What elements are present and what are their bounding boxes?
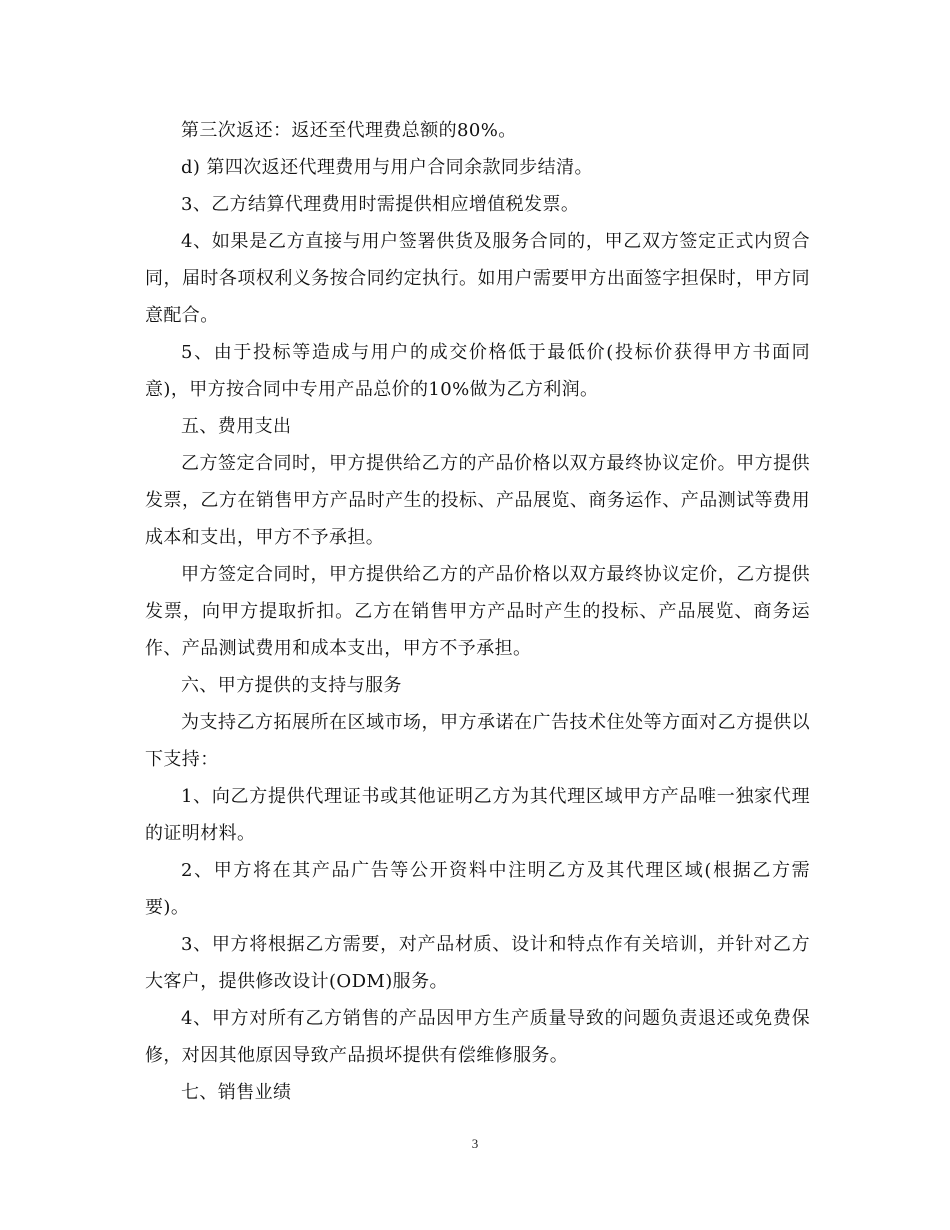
paragraph-support-2: 2、甲方将在其产品广告等公开资料中注明乙方及其代理区域(根据乙方需要)。 bbox=[145, 860, 810, 918]
paragraph-support-1: 1、向乙方提供代理证书或其他证明乙方为其代理区域甲方产品唯一独家代理的证明材料。 bbox=[145, 786, 810, 844]
paragraph-support-4: 4、甲方对所有乙方销售的产品因甲方生产质量导致的问题负责退还或免费保修，对因其他原因导致产品损坏提供有偿维修服务。 bbox=[145, 1008, 810, 1066]
paragraph-clause-5: 5、由于投标等造成与用户的成交价格低于最低价(投标价获得甲方书面同意)，甲方按合同中专用产品总价的10%做为乙方利润。 bbox=[145, 342, 810, 400]
paragraph-support-intro: 为支持乙方拓展所在区域市场，甲方承诺在广告技术住处等方面对乙方提供以下支持： bbox=[145, 712, 810, 770]
paragraph-clause-4: 4、如果是乙方直接与用户签署供货及服务合同的，甲乙双方签定正式内贸合同，届时各项权利义务按合同约定执行。如用户需要甲方出面签字担保时，甲方同意配合。 bbox=[145, 231, 810, 326]
paragraph-expenses-party-b: 乙方签定合同时，甲方提供给乙方的产品价格以双方最终协议定价。甲方提供发票，乙方在销售甲方产品时产生的投标、产品展览、商务运作、产品测试等费用成本和支出，甲方不予承担。 bbox=[145, 453, 810, 548]
section-heading-expenses: 五、费用支出 bbox=[181, 416, 292, 437]
paragraph-third-refund: 第三次返还：返还至代理费总额的80%。 bbox=[181, 120, 517, 141]
section-heading-sales: 七、销售业绩 bbox=[181, 1082, 292, 1103]
document-body bbox=[145, 112, 810, 1111]
paragraph-support-3: 3、甲方将根据乙方需要，对产品材质、设计和特点作有关培训，并针对乙方大客户，提供修改设计(ODM)服务。 bbox=[145, 934, 810, 992]
section-heading-support: 六、甲方提供的支持与服务 bbox=[181, 675, 402, 696]
paragraph-fourth-refund: d) 第四次返还代理费用与用户合同余款同步结清。 bbox=[181, 157, 593, 178]
paragraph-clause-3: 3、乙方结算代理费用时需提供相应增值税发票。 bbox=[181, 194, 580, 215]
paragraph-expenses-party-a: 甲方签定合同时，甲方提供给乙方的产品价格以双方最终协议定价，乙方提供发票，向甲方提取折扣。乙方在销售甲方产品时产生的投标、产品展览、商务运作、产品测试费用和成本支出，甲方不予承担。 bbox=[145, 564, 810, 659]
page-number: 3 bbox=[471, 1136, 479, 1151]
